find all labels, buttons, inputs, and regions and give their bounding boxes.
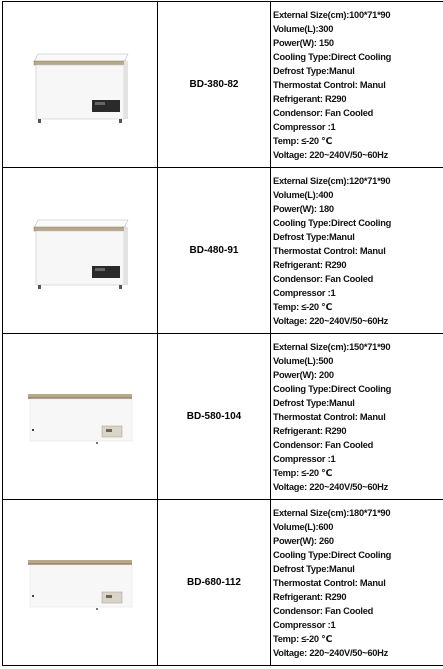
spec-list <box>271 334 443 500</box>
spec-line: Voltage: 220~240V/50~60Hz <box>273 315 389 326</box>
spec-list <box>271 2 443 168</box>
spec-list <box>271 168 443 334</box>
spec-line: Voltage: 220~240V/50~60Hz <box>273 149 389 160</box>
spec-line: Condensor: Fan Cooled <box>273 107 374 118</box>
chest-freezer-image <box>20 206 140 296</box>
spec-line: Cooling Type:Direct Cooling <box>273 51 392 62</box>
spec-line: Volume(L):500 <box>273 355 334 366</box>
chest-freezer-image <box>20 538 140 628</box>
spec-line: Refrigerant: R290 <box>273 591 347 602</box>
spec-line: External Size(cm):120*71*90 <box>273 175 391 186</box>
product-row <box>3 500 443 666</box>
spec-line: Power(W): 260 <box>273 535 334 546</box>
spec-line: Compressor :1 <box>273 287 336 298</box>
spec-line: Power(W): 180 <box>273 203 334 214</box>
spec-line: External Size(cm):180*71*90 <box>273 507 391 518</box>
chest-freezer-image <box>20 40 140 130</box>
spec-line: Refrigerant: R290 <box>273 259 347 270</box>
spec-line: Refrigerant: R290 <box>273 425 347 436</box>
spec-line: Temp: ≤-20 ℃ <box>273 135 333 146</box>
model-number: BD-380-82 <box>158 2 271 168</box>
spec-line: External Size(cm):100*71*90 <box>273 9 391 20</box>
product-row <box>3 2 443 168</box>
spec-line: Temp: ≤-20 ℃ <box>273 467 333 478</box>
spec-line: Volume(L):400 <box>273 189 334 200</box>
product-image-cell <box>3 2 158 168</box>
spec-line: Thermostat Control: Manul <box>273 79 386 90</box>
spec-line: Voltage: 220~240V/50~60Hz <box>273 647 389 658</box>
product-image-cell <box>3 334 158 500</box>
spec-line: Cooling Type:Direct Cooling <box>273 383 392 394</box>
spec-line: Defrost Type:Manul <box>273 397 355 408</box>
model-number: BD-680-112 <box>158 500 271 666</box>
spec-line: Thermostat Control: Manul <box>273 245 386 256</box>
spec-line: Cooling Type:Direct Cooling <box>273 549 392 560</box>
spec-line: Condensor: Fan Cooled <box>273 273 374 284</box>
spec-line: Compressor :1 <box>273 121 336 132</box>
spec-line: Volume(L):600 <box>273 521 334 532</box>
spec-line: Refrigerant: R290 <box>273 93 347 104</box>
spec-line: Temp: ≤-20 ℃ <box>273 633 333 644</box>
model-number: BD-580-104 <box>158 334 271 500</box>
spec-line: Defrost Type:Manul <box>273 563 355 574</box>
spec-line: Power(W): 200 <box>273 369 334 380</box>
product-image-cell <box>3 500 158 666</box>
model-number: BD-480-91 <box>158 168 271 334</box>
spec-line: Thermostat Control: Manul <box>273 411 386 422</box>
spec-line: Volume(L):300 <box>273 23 334 34</box>
spec-line: Voltage: 220~240V/50~60Hz <box>273 481 389 492</box>
spec-line: Thermostat Control: Manul <box>273 577 386 588</box>
spec-line: Compressor :1 <box>273 453 336 464</box>
spec-line: Condensor: Fan Cooled <box>273 439 374 450</box>
spec-line: Defrost Type:Manul <box>273 65 355 76</box>
spec-list <box>271 500 443 666</box>
spec-line: Cooling Type:Direct Cooling <box>273 217 392 228</box>
product-row <box>3 168 443 334</box>
product-image-cell <box>3 168 158 334</box>
spec-line: Power(W): 150 <box>273 37 334 48</box>
spec-line: Condensor: Fan Cooled <box>273 605 374 616</box>
product-spec-table <box>2 1 443 666</box>
product-row <box>3 334 443 500</box>
spec-line: External Size(cm):150*71*90 <box>273 341 391 352</box>
chest-freezer-image <box>20 372 140 462</box>
table-body <box>3 2 443 666</box>
spec-line: Temp: ≤-20 ℃ <box>273 301 333 312</box>
spec-line: Compressor :1 <box>273 619 336 630</box>
spec-line: Defrost Type:Manul <box>273 231 355 242</box>
